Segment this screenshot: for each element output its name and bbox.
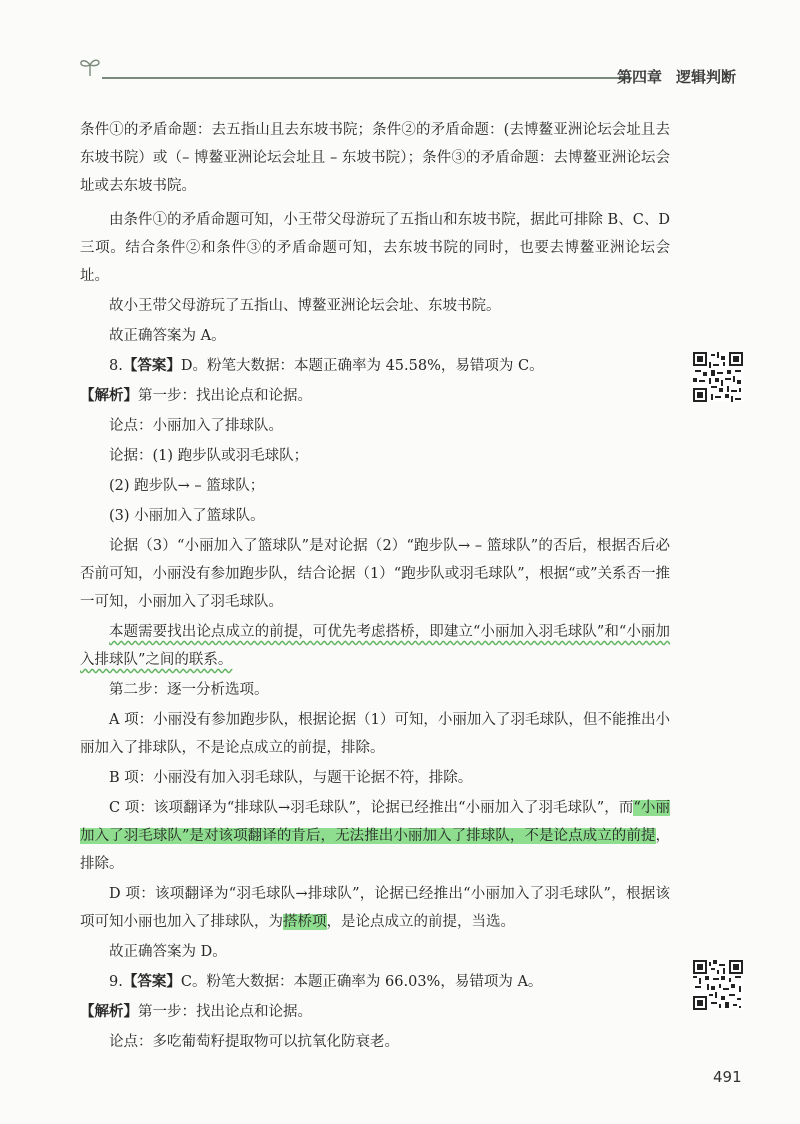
paragraph: 由条件①的矛盾命题可知，小王带父母游玩了五指山和东坡书院，据此可排除 B、C、D 三项。结合条件②和条件③的矛盾命题可知，去东坡书院的同时，也要去博鳌亚洲论坛会址。 xyxy=(80,212,670,284)
analysis-label: 【解析】 xyxy=(80,1004,138,1020)
answer-label: 【答案】 xyxy=(122,358,181,374)
paragraph: 故正确答案为 A。 xyxy=(109,328,226,344)
q8-bridge-note xyxy=(80,618,670,674)
answer-label: 【答案】 xyxy=(122,974,181,990)
q8-option-c xyxy=(80,794,670,878)
question-number: 9. xyxy=(109,974,123,990)
analysis-text: 第一步：找出论点和论据。 xyxy=(138,388,312,404)
chapter-name: 逻辑判断 xyxy=(675,68,736,86)
paragraph: 故小王带父母游玩了五指山、博鳌亚洲论坛会址、东坡书院。 xyxy=(109,298,501,314)
paragraph: 条件①的矛盾命题：去五指山且去东坡书院；条件②的矛盾命题：(去博鳌亚洲论坛会址且去东坡书院）或（– 博鳌亚洲论坛会址且 – 东坡书院）；条件③的矛盾命题：去博鳌亚洲论坛会址或去东坡书院。 xyxy=(80,122,670,194)
wavy-underlined-text: 本题需要找出论点成立的前提，可优先考虑搭桥，即建立“小丽加入羽毛球队”和“小丽加入排球队”之间的联系。 xyxy=(80,624,670,668)
page-number: 491 xyxy=(713,1068,742,1086)
q8-argument-3: (3) 小丽加入了篮球队。 xyxy=(109,508,265,524)
q8-step-2: 第二步：逐一分析选项。 xyxy=(109,682,269,698)
q8-reasoning: 论据（3）“小丽加入了篮球队”是对论据（2）“跑步队→ – 篮球队”的否后，根据否后必否前可知，小丽没有参加跑步队，结合论据（1）“跑步队或羽毛球队”，根据“或”关系否一推一可知，小丽加入了羽毛球队。 xyxy=(80,538,670,610)
q8-analysis xyxy=(80,382,670,410)
q8-option-a: A 项：小丽没有参加跑步队，根据论据（1）可知，小丽加入了羽毛球队，但不能推出小丽加入了排球队，不是论点成立的前提，排除。 xyxy=(80,712,670,756)
highlighted-text: 搭桥项 xyxy=(283,914,327,930)
q9-answer xyxy=(80,968,670,996)
highlighted-text: “小丽加入了羽毛球队”是对该项翻译的肯后，无法推出小丽加入了排球队，不是论点成立的前提 xyxy=(80,800,670,844)
q9-thesis: 论点：多吃葡萄籽提取物可以抗氧化防衰老。 xyxy=(109,1034,399,1050)
q8-option-b: B 项：小丽没有加入羽毛球队，与题干论据不符，排除。 xyxy=(109,770,473,786)
chapter-number: 第四章 xyxy=(616,68,662,86)
qr-code-icon[interactable] xyxy=(693,352,743,402)
option-text: D 项：该项翻译为“羽毛球队→排球队”，论据已经推出“小丽加入了羽毛球队”，根据该项可知小丽也加入了排球队，为 xyxy=(80,886,670,930)
q8-conclusion: 故正确答案为 D。 xyxy=(109,944,227,960)
question-number: 8. xyxy=(109,358,123,374)
analysis-label: 【解析】 xyxy=(80,388,138,404)
option-text: ，是论点成立的前提，当选。 xyxy=(326,914,515,930)
answer-text: C。粉笔大数据：本题正确率为 66.03%，易错项为 A。 xyxy=(180,974,543,990)
sprout-icon xyxy=(78,56,102,78)
answer-text: D。粉笔大数据：本题正确率为 45.58%，易错项为 C。 xyxy=(180,358,544,374)
qr-code-icon[interactable] xyxy=(693,960,743,1010)
q8-argument-1: 论据：(1) 跑步队或羽毛球队； xyxy=(109,448,309,464)
option-text: ，排除。 xyxy=(80,828,670,872)
q8-option-d xyxy=(80,880,670,936)
chapter-title xyxy=(617,66,736,87)
q8-argument-2: (2) 跑步队→ – 篮球队； xyxy=(109,478,265,494)
q9-analysis xyxy=(80,998,670,1026)
page-header xyxy=(40,56,760,96)
q8-answer xyxy=(80,352,670,380)
analysis-text: 第一步：找出论点和论据。 xyxy=(138,1004,312,1020)
option-text: C 项：该项翻译为“排球队→羽毛球队”，论据已经推出“小丽加入了羽毛球队”，而 xyxy=(109,800,634,816)
q8-thesis: 论点：小丽加入了排球队。 xyxy=(109,418,283,434)
header-rule xyxy=(102,77,632,79)
page-body xyxy=(80,116,670,1058)
